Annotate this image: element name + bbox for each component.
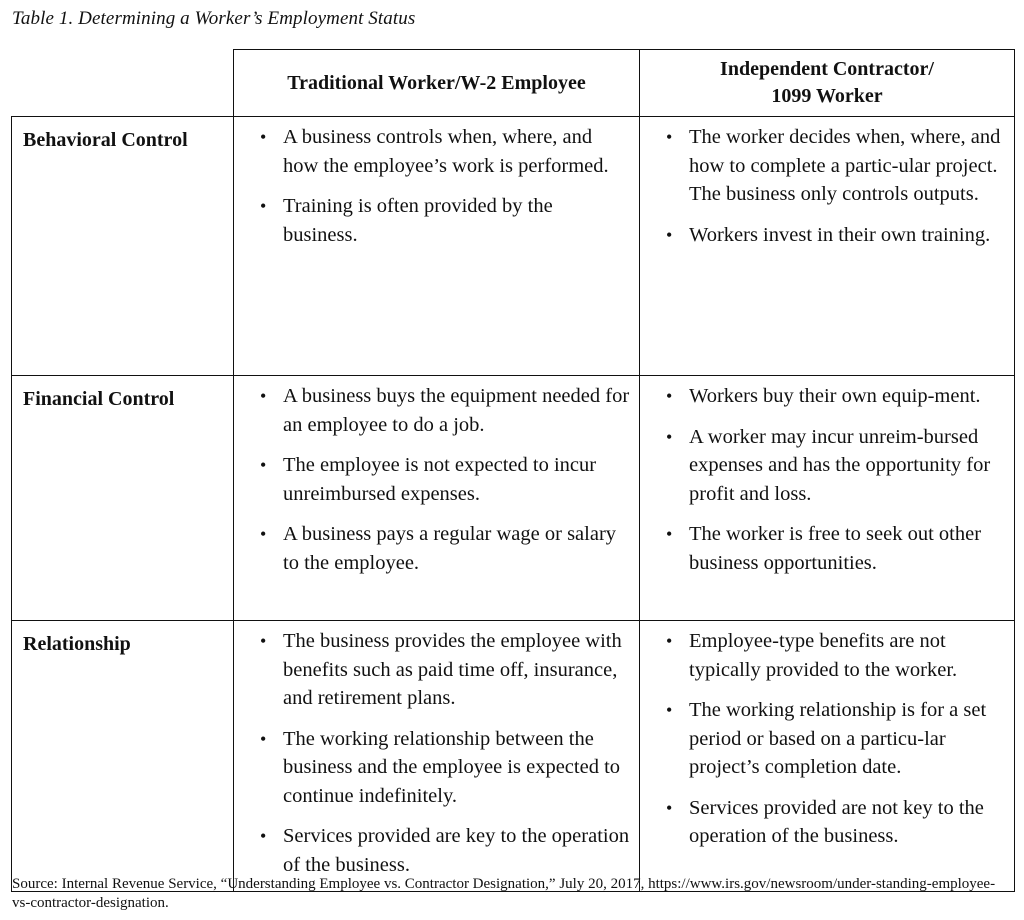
header-corner-cell (12, 50, 234, 117)
bullet-item: • The working relationship is for a set period or based on a particu-lar project’s completion date. (666, 696, 1006, 782)
header-contractor-line2: 1099 Worker (771, 85, 883, 107)
bullet-item: • The working relationship between the business and the employee is expected to continue indefinitely. (260, 725, 631, 811)
bullet-item: • A worker may incur unreim-bursed expenses and has the opportunity for profit and loss. (666, 423, 1006, 509)
bullet-item: • Workers invest in their own training. (666, 221, 1006, 250)
header-employee: Traditional Worker/W-2 Employee (234, 50, 640, 117)
table-row-financial (12, 376, 1015, 621)
row-label-behavioral: Behavioral Control (12, 117, 234, 376)
bullet-item: • The worker is free to seek out other business opportunities. (666, 520, 1006, 577)
table-row-behavioral (12, 117, 1015, 376)
source-note: Source: Internal Revenue Service, “Understanding Employee vs. Contractor Designation,” July 20, 2017, https://www.irs.gov/newsroom/under-standing-employee-vs-contractor-designation. (12, 876, 996, 911)
employment-status-table (11, 49, 1015, 892)
bullet-item: • A business pays a regular wage or salary to the employee. (260, 520, 631, 577)
bullet-item: • Services provided are not key to the operation of the business. (666, 794, 1006, 851)
bullet-item: • Workers buy their own equip-ment. (666, 382, 1006, 411)
cell-financial-employee (234, 376, 640, 621)
bullet-item: • Training is often provided by the business. (260, 192, 631, 249)
header-contractor-line1: Independent Contractor/ (720, 58, 934, 80)
bullet-item: • The employee is not expected to incur unreimbursed expenses. (260, 451, 631, 508)
table-row-relationship (12, 621, 1015, 892)
bullet-item: • A business controls when, where, and how the employee’s work is performed. (260, 123, 631, 180)
bullet-item: • Services provided are key to the operation of the business. (260, 822, 631, 879)
cell-behavioral-employee (234, 117, 640, 376)
cell-behavioral-contractor (640, 117, 1015, 376)
cell-relationship-employee (234, 621, 640, 892)
bullet-item: • Employee-type benefits are not typically provided to the worker. (666, 627, 1006, 684)
bullet-item: • A business buys the equipment needed for an employee to do a job. (260, 382, 631, 439)
bullet-item: • The worker decides when, where, and how to complete a partic-ular project. The business only controls outputs. (666, 123, 1006, 209)
row-label-relationship: Relationship (12, 621, 234, 892)
table-header-row (12, 50, 1015, 117)
row-label-financial: Financial Control (12, 376, 234, 621)
header-contractor (640, 50, 1015, 117)
bullet-item: • The business provides the employee with benefits such as paid time off, insurance, and retirement plans. (260, 627, 631, 713)
cell-financial-contractor (640, 376, 1015, 621)
table-caption: Table 1. Determining a Worker’s Employment Status (12, 8, 416, 29)
cell-relationship-contractor (640, 621, 1015, 892)
